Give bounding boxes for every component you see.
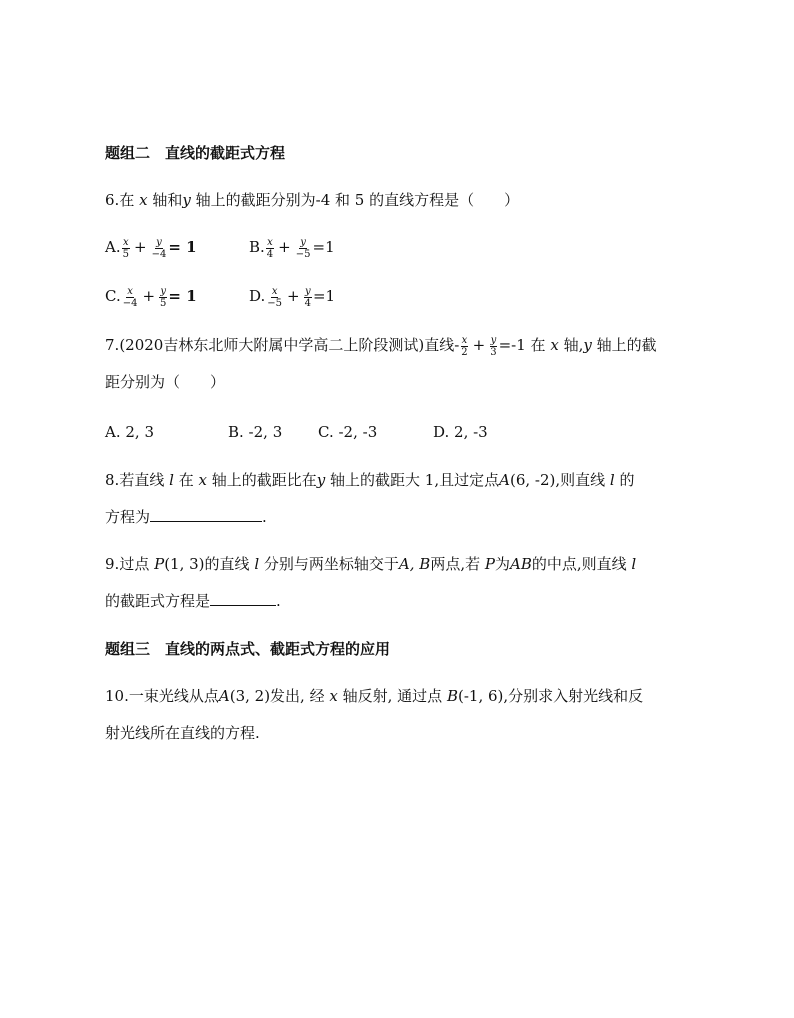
option-c: C. -2, -3 [318, 423, 378, 441]
option-a: A. 2, 3 [105, 423, 154, 441]
text: 轴上的截距大 1,且过定点 [330, 471, 500, 489]
var-y: y [316, 471, 326, 489]
answer-blank [210, 591, 276, 606]
fraction: $\frac{x}{-4}$ [122, 285, 138, 309]
option-label: B. [249, 238, 265, 256]
var-l: l [609, 471, 615, 489]
fraction: $\frac{y}{5}$ [160, 285, 167, 309]
option-label: D. [249, 287, 266, 305]
section-heading: 题组三 直线的两点式、截距式方程的应用 [105, 640, 391, 658]
var-l: l [254, 555, 260, 573]
question-6 [105, 189, 519, 211]
option-d: D. 2, -3 [433, 423, 488, 441]
text: (1, 3)的直线 [164, 555, 250, 573]
var-x: x [329, 687, 338, 705]
question-7 [105, 334, 657, 358]
text: 轴, [563, 336, 584, 354]
question-8-line-2 [105, 506, 267, 528]
question-number: 8. [105, 471, 120, 489]
text: 在 [119, 191, 135, 209]
fraction: $\frac{x}{-5}$ [267, 285, 283, 309]
text: . [276, 592, 281, 610]
option-c [105, 285, 197, 309]
var-ab: AB [510, 555, 532, 573]
var-x: x [198, 471, 207, 489]
option-d [249, 285, 335, 309]
text: (6, -2),则直线 [509, 471, 606, 489]
text: . [262, 508, 267, 526]
question-9 [105, 553, 636, 575]
text: (2020吉林东北师大附属中学高二上阶段测试)直线- [119, 336, 460, 354]
question-10 [105, 685, 643, 707]
text: 方程为 [105, 508, 151, 526]
plus: + [133, 238, 147, 256]
text: 过点 [119, 555, 150, 573]
question-9-line-2 [105, 590, 281, 612]
plus: + [278, 238, 291, 256]
var-a: A [218, 687, 230, 705]
rhs: =1 [312, 238, 335, 256]
var-ab: A, B [398, 555, 431, 573]
question-number: 9. [105, 555, 120, 573]
question-10-line-2: 射光线所在直线的方程. [105, 724, 260, 742]
question-8 [105, 469, 635, 491]
rhs: =1 [312, 287, 336, 305]
text: 轴上的截距比在 [211, 471, 317, 489]
var-l: l [631, 555, 637, 573]
fraction: $\frac{y}{-5}$ [295, 236, 311, 260]
answer-blank [150, 507, 262, 522]
text: 的 [619, 471, 635, 489]
var-y: y [182, 191, 191, 209]
var-p: P [484, 555, 495, 573]
text: 轴上的截距分别为-4 和 5 的直线方程是（ ） [195, 191, 520, 209]
var-y: y [583, 336, 592, 354]
var-b: B [446, 687, 458, 705]
fraction: $\frac{y}{-4}$ [151, 236, 167, 260]
section-heading: 题组二 直线的截距式方程 [105, 144, 286, 162]
var-x: x [139, 191, 148, 209]
rhs: = 1 [168, 238, 197, 256]
plus: + [287, 287, 300, 305]
text: 轴反射, 通过点 [342, 687, 443, 705]
text: 轴和 [152, 191, 183, 209]
var-a: A [499, 471, 510, 489]
option-b [249, 236, 335, 260]
text: =-1 在 [498, 336, 546, 354]
text: 轴上的截 [596, 336, 657, 354]
text: 在 [178, 471, 194, 489]
fraction: $\frac{y}{3}$ [490, 334, 497, 358]
fraction: $\frac{x}{5}$ [122, 236, 129, 260]
question-number: 10. [105, 687, 129, 705]
option-label: A. [105, 238, 121, 256]
fraction: $\frac{x}{4}$ [266, 236, 274, 260]
var-p: P [154, 555, 165, 573]
fraction: $\frac{x}{2}$ [461, 334, 468, 358]
option-label: C. [105, 287, 121, 305]
rhs: = 1 [168, 287, 197, 305]
question-number: 7. [105, 336, 120, 354]
option-b: B. -2, 3 [228, 423, 283, 441]
text: 为 [494, 555, 510, 573]
text: 的中点,则直线 [531, 555, 627, 573]
question-7-line-2: 距分别为（ ） [105, 373, 226, 391]
text: 的截距式方程是 [105, 592, 211, 610]
option-a [105, 236, 197, 260]
text: 若直线 [119, 471, 165, 489]
text: 两点,若 [430, 555, 481, 573]
var-x: x [550, 336, 559, 354]
text: (-1, 6),分别求入射光线和反 [457, 687, 644, 705]
text: 一束光线从点 [128, 687, 219, 705]
plus: + [142, 287, 156, 305]
text: 分别与两坐标轴交于 [263, 555, 399, 573]
var-l: l [169, 471, 174, 489]
question-number: 6. [105, 191, 120, 209]
text: (3, 2)发出, 经 [229, 687, 325, 705]
plus: + [472, 336, 486, 354]
fraction: $\frac{y}{4}$ [304, 285, 311, 309]
